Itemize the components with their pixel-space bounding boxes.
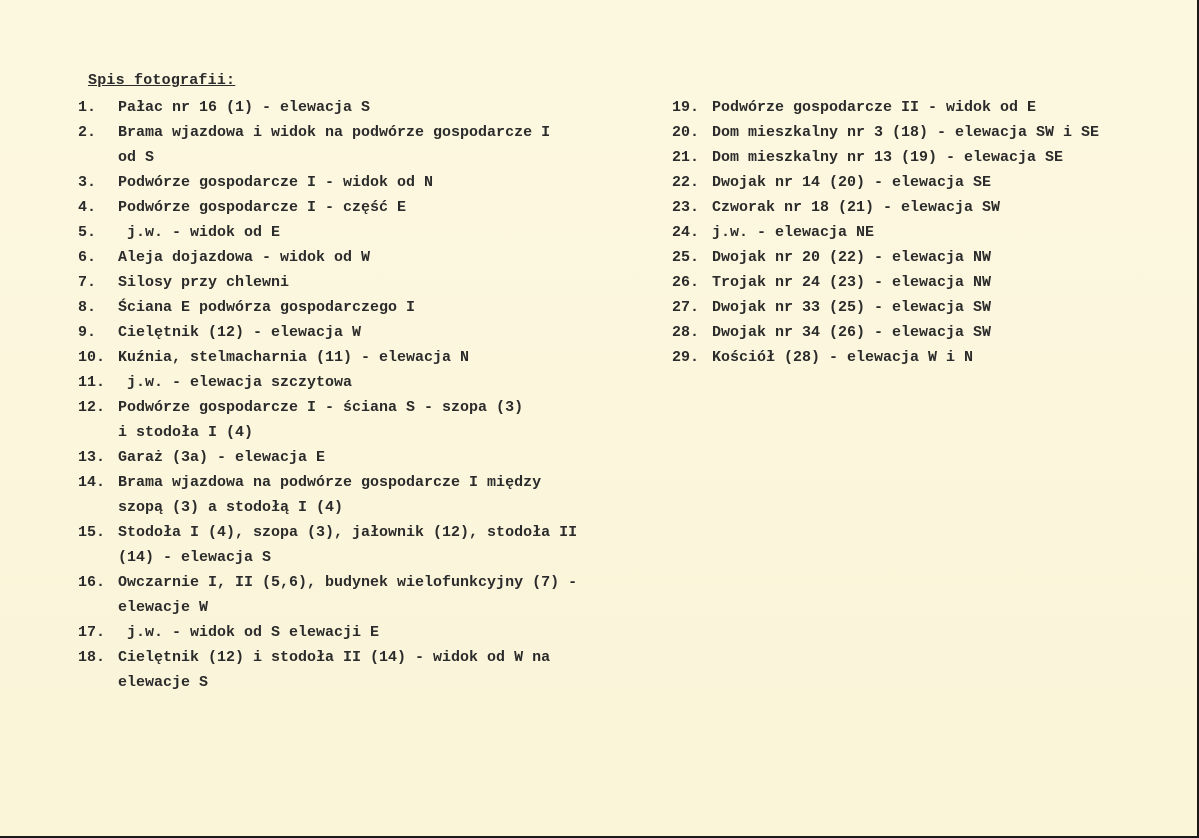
item-line: j.w. - elewacja szczytowa bbox=[118, 374, 353, 391]
item-line: Czworak nr 18 (21) - elewacja SW bbox=[712, 199, 1001, 216]
item-number: 1. bbox=[78, 99, 97, 116]
item-number: 18. bbox=[78, 649, 106, 666]
item-line: Trojak nr 24 (23) - elewacja NW bbox=[712, 274, 992, 291]
item-text bbox=[118, 570, 658, 620]
list-item bbox=[78, 395, 658, 445]
item-line: Cielętnik (12) - elewacja W bbox=[118, 324, 362, 341]
item-line: Brama wjazdowa i widok na podwórze gospodarcze I bbox=[118, 124, 551, 141]
item-text bbox=[118, 295, 658, 320]
list-item bbox=[78, 645, 658, 695]
item-number: 27. bbox=[672, 299, 700, 316]
item-line: Podwórze gospodarcze II - widok od E bbox=[712, 99, 1037, 116]
list-item bbox=[78, 520, 658, 570]
item-number: 17. bbox=[78, 624, 106, 641]
item-number: 9. bbox=[78, 324, 97, 341]
item-line: j.w. - widok od S elewacji E bbox=[118, 624, 380, 641]
item-number: 5. bbox=[78, 224, 97, 241]
item-number: 2. bbox=[78, 124, 97, 141]
list-item bbox=[672, 120, 1172, 145]
item-text bbox=[118, 170, 658, 195]
item-text bbox=[712, 120, 1172, 145]
item-line: elewacje W bbox=[118, 599, 209, 616]
list-item bbox=[672, 220, 1172, 245]
item-text bbox=[712, 220, 1172, 245]
list-item bbox=[78, 220, 658, 245]
list-item bbox=[672, 245, 1172, 270]
item-text bbox=[712, 195, 1172, 220]
list-item bbox=[672, 320, 1172, 345]
list-item bbox=[78, 270, 658, 295]
list-item bbox=[672, 95, 1172, 120]
item-number: 22. bbox=[672, 174, 700, 191]
item-line: Podwórze gospodarcze I - część E bbox=[118, 199, 407, 216]
item-line: Dwojak nr 34 (26) - elewacja SW bbox=[712, 324, 992, 341]
item-line: Ściana E podwórza gospodarczego I bbox=[118, 299, 416, 316]
list-item bbox=[78, 95, 658, 120]
item-number: 20. bbox=[672, 124, 700, 141]
list-item bbox=[78, 570, 658, 620]
item-text bbox=[118, 195, 658, 220]
item-number: 14. bbox=[78, 474, 106, 491]
item-text bbox=[118, 270, 658, 295]
item-text bbox=[118, 645, 658, 695]
item-text bbox=[712, 320, 1172, 345]
item-line: Cielętnik (12) i stodoła II (14) - widok od W na bbox=[118, 649, 551, 666]
item-text bbox=[118, 95, 658, 120]
item-text bbox=[118, 245, 658, 270]
list-item bbox=[78, 345, 658, 370]
item-text bbox=[712, 145, 1172, 170]
item-line: Brama wjazdowa na podwórze gospodarcze I między bbox=[118, 474, 542, 491]
item-number: 3. bbox=[78, 174, 97, 191]
list-item bbox=[672, 295, 1172, 320]
list-item bbox=[78, 120, 658, 170]
list-item bbox=[78, 370, 658, 395]
item-number: 8. bbox=[78, 299, 97, 316]
item-number: 13. bbox=[78, 449, 106, 466]
item-text bbox=[118, 445, 658, 470]
list-item bbox=[78, 295, 658, 320]
list-item bbox=[78, 445, 658, 470]
item-number: 11. bbox=[78, 374, 106, 391]
item-line: j.w. - widok od E bbox=[118, 224, 281, 241]
photo-list-right bbox=[672, 95, 1172, 370]
list-item bbox=[672, 145, 1172, 170]
item-number: 28. bbox=[672, 324, 700, 341]
item-number: 29. bbox=[672, 349, 700, 366]
item-line: Podwórze gospodarcze I - widok od N bbox=[118, 174, 434, 191]
item-line: Dwojak nr 33 (25) - elewacja SW bbox=[712, 299, 992, 316]
list-item bbox=[78, 320, 658, 345]
item-text bbox=[118, 470, 658, 520]
item-line: Dom mieszkalny nr 3 (18) - elewacja SW i SE bbox=[712, 124, 1100, 141]
item-text bbox=[118, 220, 658, 245]
item-text bbox=[712, 170, 1172, 195]
item-line: Podwórze gospodarcze I - ściana S - szopa (3) bbox=[118, 399, 524, 416]
item-line: Silosy przy chlewni bbox=[118, 274, 290, 291]
item-text bbox=[118, 395, 658, 445]
list-item bbox=[78, 620, 658, 645]
item-line: Dwojak nr 20 (22) - elewacja NW bbox=[712, 249, 992, 266]
list-item bbox=[672, 270, 1172, 295]
item-number: 26. bbox=[672, 274, 700, 291]
item-line: Dwojak nr 14 (20) - elewacja SE bbox=[712, 174, 992, 191]
item-line: od S bbox=[118, 149, 155, 166]
item-line: Kuźnia, stelmacharnia (11) - elewacja N bbox=[118, 349, 470, 366]
item-line: Pałac nr 16 (1) - elewacja S bbox=[118, 99, 371, 116]
item-text bbox=[118, 320, 658, 345]
item-text bbox=[712, 245, 1172, 270]
list-item bbox=[672, 170, 1172, 195]
list-item bbox=[78, 470, 658, 520]
item-text bbox=[118, 520, 658, 570]
item-text bbox=[118, 370, 658, 395]
list-item bbox=[672, 195, 1172, 220]
item-line: szopą (3) a stodołą I (4) bbox=[118, 499, 344, 516]
item-number: 10. bbox=[78, 349, 106, 366]
item-text bbox=[118, 620, 658, 645]
item-number: 12. bbox=[78, 399, 106, 416]
item-line: elewacje S bbox=[118, 674, 209, 691]
item-text bbox=[118, 120, 658, 170]
item-text bbox=[712, 295, 1172, 320]
item-number: 15. bbox=[78, 524, 106, 541]
list-title: Spis fotografii: bbox=[88, 72, 236, 89]
item-text bbox=[712, 345, 1172, 370]
item-line: Aleja dojazdowa - widok od W bbox=[118, 249, 371, 266]
item-number: 6. bbox=[78, 249, 97, 266]
item-number: 7. bbox=[78, 274, 97, 291]
photo-list-left bbox=[78, 95, 658, 695]
item-line: Garaż (3a) - elewacja E bbox=[118, 449, 326, 466]
item-line: j.w. - elewacja NE bbox=[712, 224, 875, 241]
list-item bbox=[78, 170, 658, 195]
item-line: i stodoła I (4) bbox=[118, 424, 254, 441]
item-text bbox=[118, 345, 658, 370]
item-text bbox=[712, 270, 1172, 295]
list-item bbox=[78, 245, 658, 270]
item-number: 25. bbox=[672, 249, 700, 266]
item-line: Dom mieszkalny nr 13 (19) - elewacja SE bbox=[712, 149, 1064, 166]
item-number: 24. bbox=[672, 224, 700, 241]
item-line: (14) - elewacja S bbox=[118, 549, 272, 566]
item-number: 21. bbox=[672, 149, 700, 166]
item-number: 16. bbox=[78, 574, 106, 591]
item-line: Stodoła I (4), szopa (3), jałownik (12), stodoła II bbox=[118, 524, 578, 541]
item-line: Kościół (28) - elewacja W i N bbox=[712, 349, 974, 366]
item-number: 4. bbox=[78, 199, 97, 216]
item-text bbox=[712, 95, 1172, 120]
item-number: 23. bbox=[672, 199, 700, 216]
list-item bbox=[672, 345, 1172, 370]
item-line: Owczarnie I, II (5,6), budynek wielofunkcyjny (7) - bbox=[118, 574, 578, 591]
list-item bbox=[78, 195, 658, 220]
item-number: 19. bbox=[672, 99, 700, 116]
